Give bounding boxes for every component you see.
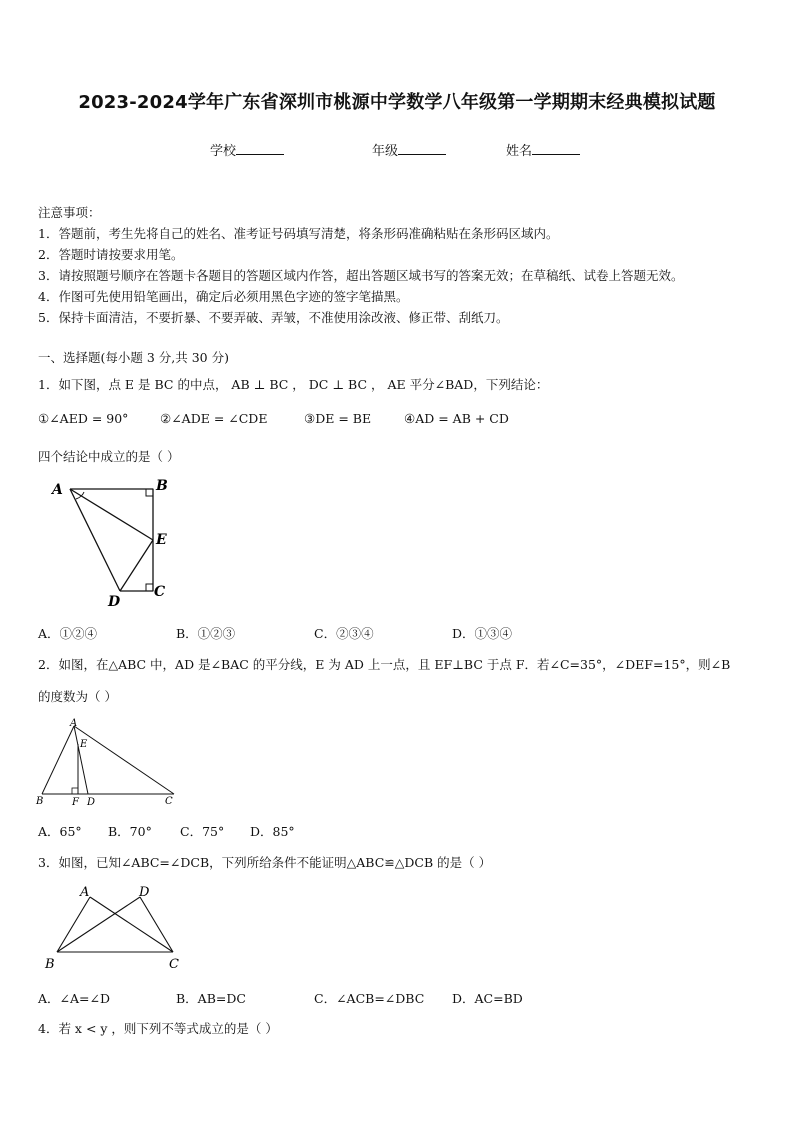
- name-blank[interactable]: [532, 142, 580, 155]
- page-title: 2023-2024学年广东省深圳市桃源中学数学八年级第一学期期末经典模拟试题: [78, 92, 716, 113]
- q2-option-b[interactable]: B．70°: [108, 824, 152, 839]
- school-blank[interactable]: [236, 142, 284, 155]
- q2-figure: [34, 716, 184, 811]
- q2-option-a[interactable]: A．65°: [38, 824, 82, 839]
- q1-conclusion-4: ④AD = AB + CD: [404, 411, 509, 426]
- grade-label: 年级: [372, 144, 399, 159]
- q1-label-a: A: [52, 482, 63, 498]
- school-field[interactable]: [210, 140, 284, 159]
- q2-label-e: E: [80, 739, 88, 750]
- q1-label-b: B: [156, 478, 168, 494]
- q1-label-e: E: [156, 532, 167, 548]
- q1-prompt: 四个结论中成立的是（ ）: [38, 449, 180, 464]
- q2-label-b: B: [36, 796, 44, 807]
- q2-label-f: F: [72, 797, 79, 808]
- q3-label-a: A: [80, 885, 90, 900]
- q1-stem: 1．如下图，点 E 是 BC 的中点， AB ⊥ BC ， DC ⊥ BC ， AE 平分∠BAD，下列结论：: [38, 377, 549, 392]
- q1-option-b[interactable]: B．①②③: [176, 626, 236, 641]
- q3-figure: [40, 880, 190, 972]
- q1-label-c: C: [154, 584, 166, 600]
- q4-stem: 4．若 x < y ，则下列不等式成立的是（ ）: [38, 1021, 278, 1036]
- q2-label-a: A: [70, 718, 78, 729]
- q1-option-d[interactable]: D．①③④: [452, 626, 513, 641]
- name-label: 姓名: [506, 144, 533, 159]
- q3-option-d[interactable]: D．AC=BD: [452, 991, 523, 1006]
- q2-stem-line-1: 2．如图，在△ABC 中，AD 是∠BAC 的平分线，E 为 AD 上一点，且 EF⊥BC 于点 F．若∠C=35°，∠DEF=15°，则∠B: [38, 657, 731, 672]
- q3-label-d: D: [139, 885, 150, 900]
- q1-figure: [40, 474, 180, 614]
- notes-heading: 注意事项：: [38, 205, 101, 220]
- q3-option-c[interactable]: C．∠ACB=∠DBC: [314, 991, 425, 1006]
- q3-label-c: C: [169, 957, 179, 972]
- grade-field[interactable]: [372, 140, 446, 159]
- school-label: 学校: [210, 144, 237, 159]
- q1-option-c[interactable]: C．②③④: [314, 626, 374, 641]
- section-heading: 一、选择题(每小题 3 分,共 30 分): [38, 350, 229, 365]
- name-field[interactable]: [506, 140, 580, 159]
- q1-conclusion-2: ②∠ADE = ∠CDE: [160, 411, 268, 426]
- q2-option-d[interactable]: D．85°: [250, 824, 295, 839]
- note-item: 1．答题前，考生先将自己的姓名、准考证号码填写清楚，将条形码准确粘贴在条形码区域内。: [38, 226, 559, 241]
- q3-option-a[interactable]: A．∠A=∠D: [38, 991, 110, 1006]
- q1-conclusion-3: ③DE = BE: [304, 411, 372, 426]
- q3-option-b[interactable]: B．AB=DC: [176, 991, 246, 1006]
- q1-label-d: D: [108, 594, 121, 610]
- note-item: 2．答题时请按要求用笔。: [38, 247, 184, 262]
- grade-blank[interactable]: [398, 142, 446, 155]
- q3-label-b: B: [45, 957, 55, 972]
- q2-label-d: D: [87, 797, 96, 808]
- q3-stem: 3．如图，已知∠ABC=∠DCB，下列所给条件不能证明△ABC≌△DCB 的是（ ）: [38, 855, 492, 870]
- q2-option-c[interactable]: C．75°: [180, 824, 225, 839]
- q2-label-c: C: [165, 796, 173, 807]
- note-item: 3．请按照题号顺序在答题卡各题目的答题区域内作答，超出答题区域书写的答案无效；在草稿纸、试卷上答题无效。: [38, 268, 684, 283]
- q1-option-a[interactable]: A．①②④: [38, 626, 98, 641]
- q1-conclusion-1: ①∠AED = 90°: [38, 411, 129, 426]
- note-item: 4．作图可先使用铅笔画出，确定后必须用黑色字迹的签字笔描黑。: [38, 289, 409, 304]
- q2-stem-line-2: 的度数为（ ）: [38, 689, 117, 704]
- note-item: 5．保持卡面清洁，不要折暴、不要弄破、弄皱，不准使用涂改液、修正带、刮纸刀。: [38, 310, 509, 325]
